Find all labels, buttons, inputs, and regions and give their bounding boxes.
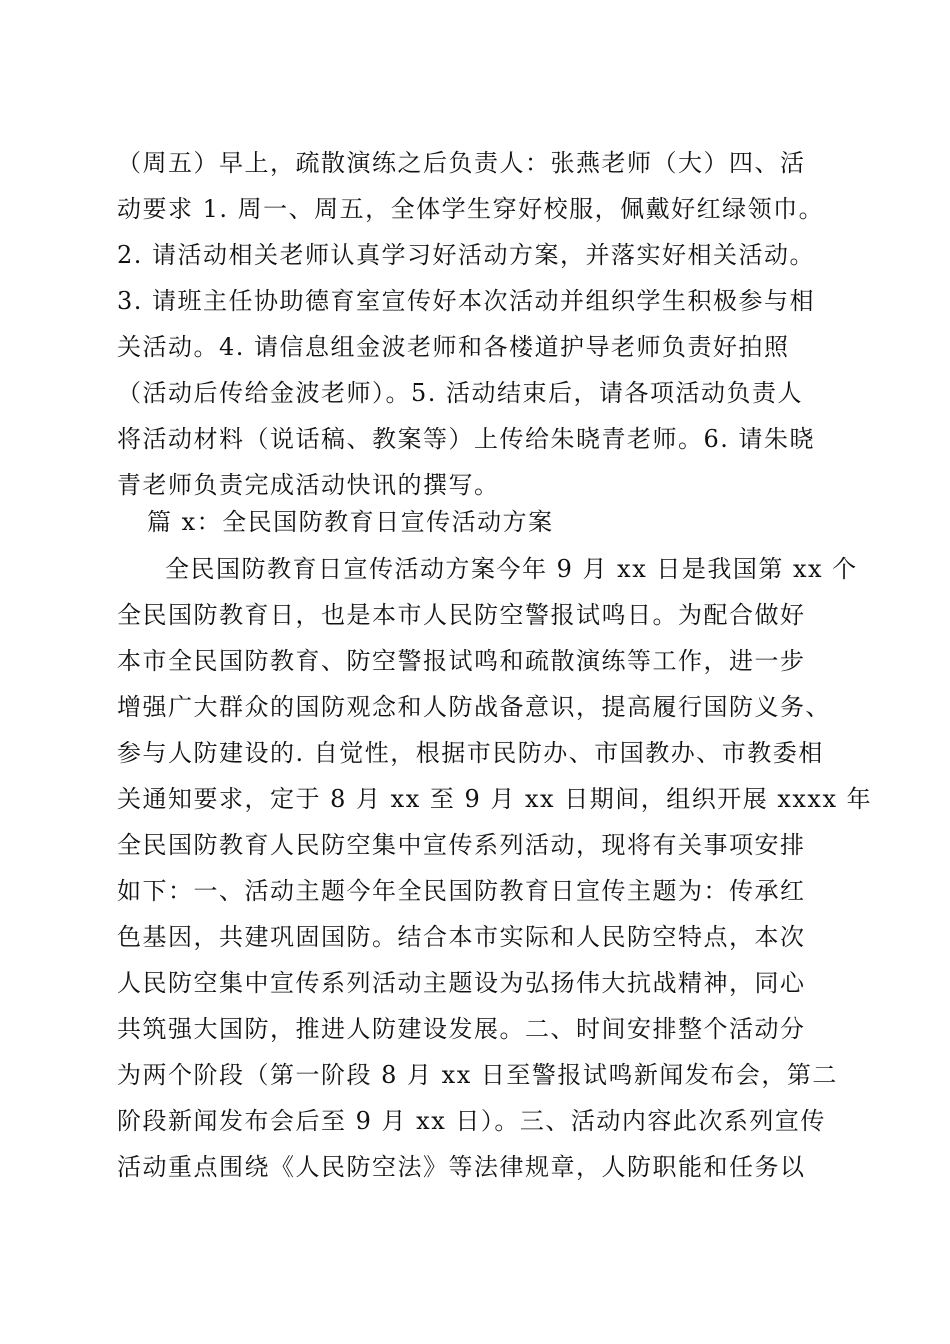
paragraph-line: （活动后传给金波老师）。5. 活动结束后，请各项活动负责人	[117, 379, 804, 407]
paragraph-line: 阶段新闻发布会后至 9 月 xx 日）。三、活动内容此次系列宣传	[117, 1107, 826, 1135]
paragraph-line: 关活动。4. 请信息组金波老师和各楼道护导老师负责好拍照	[117, 333, 790, 361]
paragraph-line: 活动重点围绕《人民防空法》等法律规章，人防职能和任务以	[117, 1153, 806, 1181]
paragraph-line: 将活动材料（说话稿、教案等）上传给朱晓青老师。6. 请朱晓	[117, 425, 816, 453]
paragraph-line: 共筑强大国防，推进人防建设发展。二、时间安排整个活动分	[117, 1015, 806, 1043]
paragraph-line: 全民国防教育日宣传活动方案今年 9 月 xx 日是我国第 xx 个	[165, 555, 858, 583]
paragraph-line: 青老师负责完成活动快讯的撰写。	[117, 471, 500, 499]
paragraph-line: 参与人防建设的. 自觉性，根据市民防办、市国教办、市教委相	[117, 739, 824, 767]
paragraph-line: 全民国防教育人民防空集中宣传系列活动，现将有关事项安排	[117, 831, 806, 859]
defense-education-paragraph	[117, 546, 873, 1190]
paragraph-line: （周五）早上，疏散演练之后负责人：张燕老师（大）四、活	[117, 149, 806, 177]
section-heading-block	[117, 499, 837, 545]
paragraph-line: 增强广大群众的国防观念和人防战备意识，提高履行国防义务、	[117, 693, 831, 721]
paragraph-line: 本市全民国防教育、防空警报试鸣和疏散演练等工作，进一步	[117, 647, 806, 675]
section-heading: 篇 x：全民国防教育日宣传活动方案	[147, 508, 554, 536]
activity-requirements-paragraph	[117, 140, 837, 508]
paragraph-line: 如下：一、活动主题今年全民国防教育日宣传主题为：传承红	[117, 877, 806, 905]
paragraph-line: 3. 请班主任协助德育室宣传好本次活动并组织学生积极参与相	[117, 287, 816, 315]
paragraph-line: 人民防空集中宣传系列活动主题设为弘扬伟大抗战精神，同心	[117, 969, 806, 997]
paragraph-line: 全民国防教育日，也是本市人民防空警报试鸣日。为配合做好	[117, 601, 806, 629]
paragraph-line: 色基因，共建巩固国防。结合本市实际和人民防空特点，本次	[117, 923, 806, 951]
paragraph-line: 为两个阶段（第一阶段 8 月 xx 日至警报试鸣新闻发布会，第二	[117, 1061, 838, 1089]
paragraph-line: 2. 请活动相关老师认真学习好活动方案，并落实好相关活动。	[117, 241, 816, 269]
paragraph-line: 动要求 1. 周一、周五，全体学生穿好校服，佩戴好红绿领巾。	[117, 195, 825, 223]
paragraph-line: 关通知要求，定于 8 月 xx 至 9 月 xx 日期间，组织开展 xxxx 年	[117, 785, 873, 813]
